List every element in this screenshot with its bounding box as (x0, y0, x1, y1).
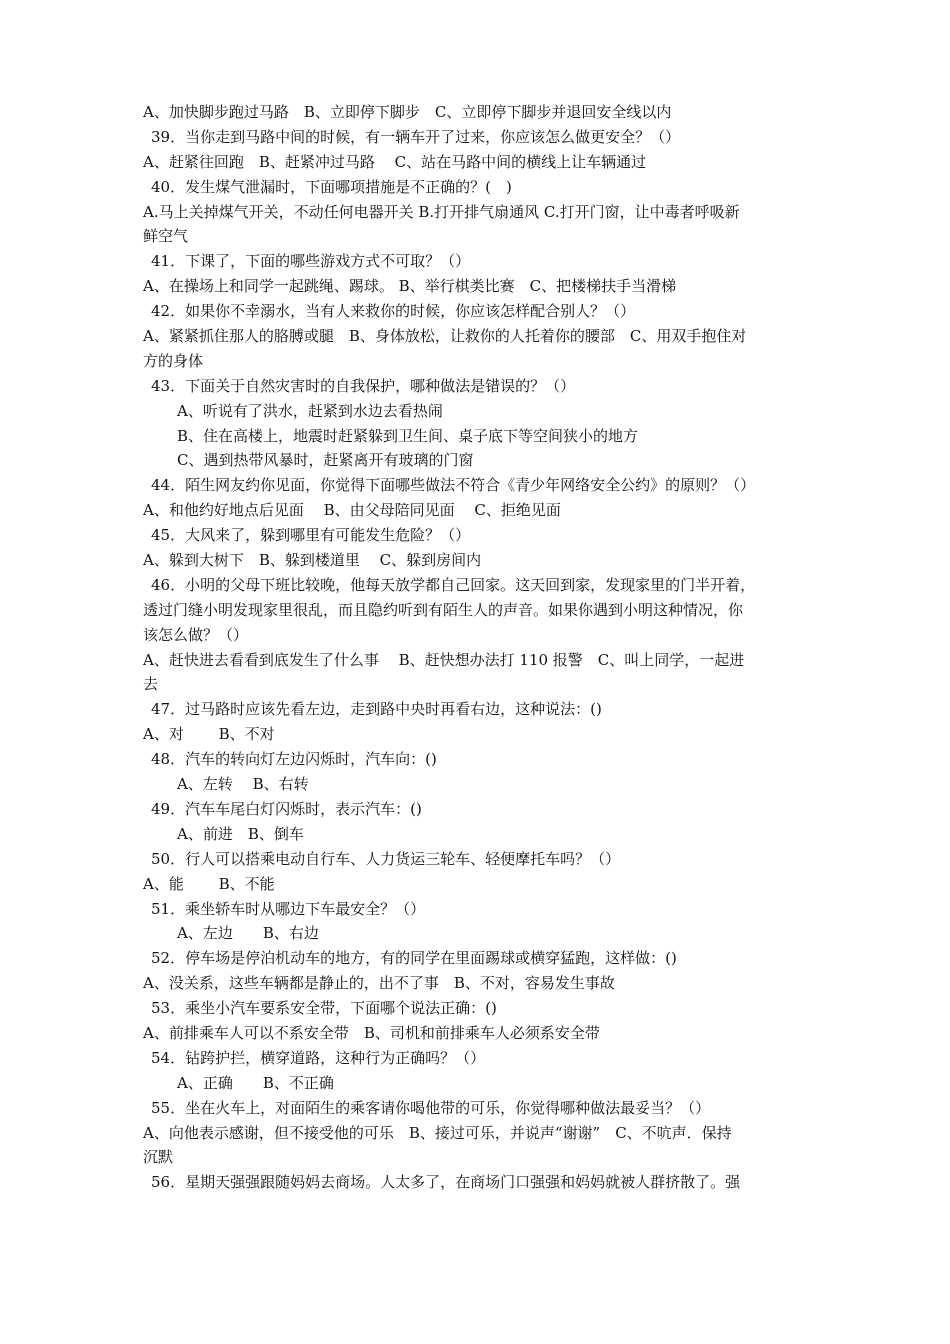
question-line: 50．行人可以搭乘电动自行车、人力货运三轮车、轻便摩托车吗？（） (151, 849, 621, 868)
option-line: B、住在高楼上，地震时赶紧躲到卫生间、桌子底下等空间狭小的地方 (177, 426, 639, 445)
option-line: 该怎么做？（） (143, 625, 249, 644)
option-line: A、加快脚步跑过马路 B、立即停下脚步 C、立即停下脚步并退回安全线以内 (143, 103, 672, 121)
option-line: A、向他表示感谢，但不接受他的可乐 B、接过可乐，并说声“谢谢” C、不吭声．保持 (143, 1123, 732, 1142)
question-line: 45．大风来了，躲到哪里有可能发生危险？（） (151, 526, 471, 545)
document-page (143, 100, 815, 1195)
question-line: 55．坐在火车上，对面陌生的乘客请你喝他带的可乐，你觉得哪种做法最妥当？（） (151, 1098, 711, 1117)
option-line: A、和他约好地点后见面 B、由父母陪同见面 C、拒绝见面 (143, 501, 561, 520)
option-line: A、在操场上和同学一起跳绳、踢球。 B、举行棋类比赛 C、把楼梯扶手当滑梯 (143, 277, 677, 296)
question-line: 42．如果你不幸溺水，当有人来救你的时候，你应该怎样配合别人？（） (151, 302, 636, 321)
option-line: 方的身体 (143, 351, 204, 370)
question-line: 48．汽车的转向灯左边闪烁时，汽车向：() (151, 750, 437, 769)
option-line: A、听说有了洪水，赶紧到水边去看热闹 (177, 401, 443, 420)
option-line: A、左边 B、右边 (177, 924, 319, 943)
question-line: 47．过马路时应该先看左边，走到路中央时再看右边，这种说法：() (151, 700, 602, 719)
option-line: A、没关系，这些车辆都是静止的，出不了事 B、不对，容易发生事故 (143, 974, 615, 993)
question-line: 39．当你走到马路中间的时候，有一辆车开了过来，你应该怎么做更安全？（） (151, 127, 681, 146)
option-line: A、正确 B、不正确 (177, 1073, 334, 1092)
option-line: A.马上关掉煤气开关，不动任何电器开关 B.打开排气扇通风 C.打开门窗，让中毒者呼吸新 (143, 202, 740, 221)
question-line: 46．小明的父母下班比较晚，他每天放学都自己回家。这天回到家，发现家里的门半开着， (151, 575, 756, 594)
option-line: A、左转 B、右转 (177, 775, 309, 794)
option-line: A、对 B、不对 (143, 725, 275, 744)
option-line: 沉默 (143, 1148, 174, 1167)
question-line: 52．停车场是停泊机动车的地方，有的同学在里面踢球或横穿猛跑，这样做：() (151, 949, 677, 968)
option-line: A、赶快进去看看到底发生了什么事 B、赶快想办法打 110 报警 C、叫上同学，一起进 (143, 650, 745, 669)
option-line: C、遇到热带风暴时，赶紧离开有玻璃的门窗 (177, 451, 474, 470)
question-line: 44．陌生网友约你见面，你觉得下面哪些做法不符合《青少年网络安全公约》的原则？（） (151, 476, 756, 495)
option-line: A、能 B、不能 (143, 874, 275, 893)
option-line: A、紧紧抓住那人的胳膊或腿 B、身体放松，让救你的人托着你的腰部 C、用双手抱住对 (143, 327, 747, 346)
question-line: 56．星期天强强跟随妈妈去商场。人太多了，在商场门口强强和妈妈就被人群挤散了。强 (151, 1173, 741, 1192)
question-line: 41．下课了，下面的哪些游戏方式不可取？（） (151, 252, 471, 271)
option-line: A、躲到大树下 B、躲到楼道里 C、躲到房间内 (143, 551, 482, 570)
question-line: 40．发生煤气泄漏时，下面哪项措施是不正确的？( ) (151, 177, 512, 196)
question-line: 51．乘坐轿车时从哪边下车最安全？（） (151, 899, 426, 918)
question-line: 53．乘坐小汽车要系安全带，下面哪个说法正确：() (151, 999, 497, 1018)
option-line: A、前排乘车人可以不系安全带 B、司机和前排乘车人必须系安全带 (143, 1023, 600, 1042)
question-line: 43．下面关于自然灾害时的自我保护，哪种做法是错误的？（） (151, 376, 576, 395)
question-line: 49．汽车车尾白灯闪烁时，表示汽车：() (151, 799, 422, 818)
option-line: 鲜空气 (143, 227, 189, 246)
option-line: 透过门缝小明发现家里很乱，而且隐约听到有陌生人的声音。如果你遇到小明这种情况，你 (143, 600, 744, 619)
option-line: A、前进 B、倒车 (177, 824, 304, 843)
option-line: 去 (143, 675, 159, 694)
question-line: 54．钻跨护拦，横穿道路，这种行为正确吗？（） (151, 1048, 486, 1067)
option-line: A、赶紧往回跑 B、赶紧冲过马路 C、站在马路中间的横线上让车辆通过 (143, 152, 647, 171)
